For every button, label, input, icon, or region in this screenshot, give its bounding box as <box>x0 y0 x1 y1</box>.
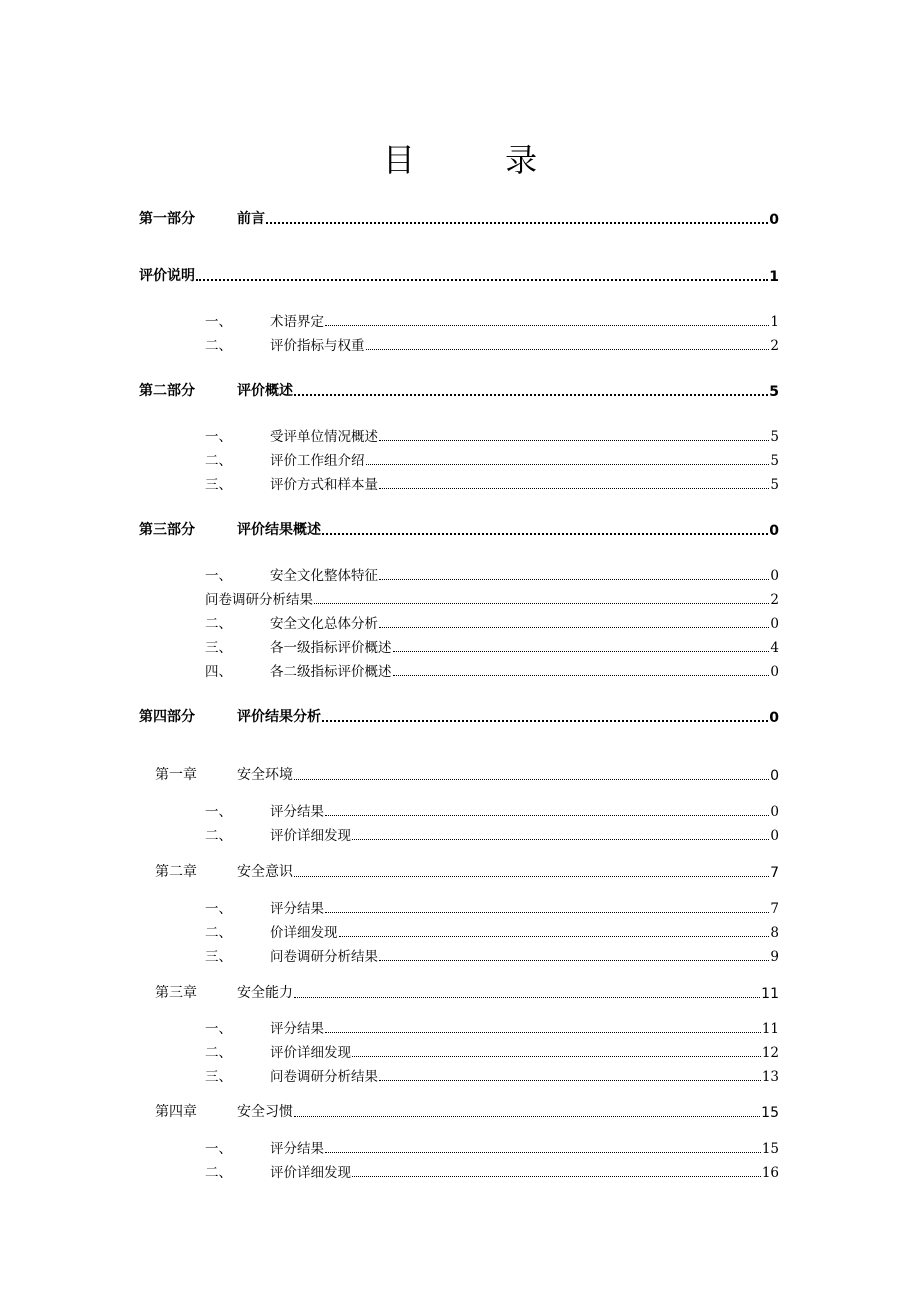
toc-label: 安全文化整体特征 <box>270 568 378 584</box>
toc-number: 三、 <box>205 640 232 656</box>
toc-leader <box>294 997 760 998</box>
toc-page: 8 <box>770 925 779 941</box>
toc-leader <box>352 1056 761 1057</box>
toc-title: 目 录 <box>382 141 578 179</box>
toc-number: 四、 <box>205 664 232 680</box>
toc-page: 2 <box>770 338 779 354</box>
toc-page: 0 <box>770 828 779 844</box>
toc-label: 问卷调研分析结果 <box>270 1069 378 1085</box>
toc-number: 第四章 <box>155 1104 197 1120</box>
toc-number: 二、 <box>205 1165 232 1181</box>
toc-leader <box>294 394 768 396</box>
toc-entry[interactable] <box>205 473 779 493</box>
toc-page: 7 <box>770 901 779 917</box>
toc-label: 安全意识 <box>237 864 293 880</box>
toc-leader <box>379 627 769 628</box>
toc-leader <box>379 960 769 961</box>
toc-leader <box>352 839 769 840</box>
toc-number: 一、 <box>205 804 232 820</box>
toc-label: 评分结果 <box>270 804 324 820</box>
toc-label: 评价详细发现 <box>270 1165 351 1181</box>
toc-entry[interactable] <box>205 800 779 820</box>
toc-number: 一、 <box>205 568 232 584</box>
toc-label: 各一级指标评价概述 <box>270 640 392 656</box>
toc-label: 问卷调研分析结果 <box>270 949 378 965</box>
toc-page: 16 <box>761 1165 779 1181</box>
toc-leader <box>294 876 769 877</box>
toc-entry[interactable] <box>205 310 779 330</box>
toc-page: 9 <box>770 949 779 965</box>
toc-entry[interactable] <box>139 706 779 726</box>
toc-page: 12 <box>761 1045 779 1061</box>
toc-label: 评价概述 <box>237 383 293 399</box>
toc-number: 二、 <box>205 925 232 941</box>
toc-label: 价详细发现 <box>270 925 338 941</box>
toc-page: 0 <box>769 523 779 539</box>
toc-label: 术语界定 <box>270 314 324 330</box>
toc-entry[interactable] <box>205 1065 779 1085</box>
toc-label: 评价工作组介绍 <box>270 453 365 469</box>
toc-label: 前言 <box>237 211 265 227</box>
toc-number: 第三部分 <box>139 522 195 538</box>
toc-leader <box>325 1152 761 1153</box>
toc-label: 评价说明 <box>139 268 195 284</box>
toc-entry[interactable] <box>205 612 779 632</box>
toc-page: 5 <box>769 384 779 400</box>
toc-leader <box>379 579 769 580</box>
toc-entry[interactable] <box>205 588 779 608</box>
toc-entry[interactable] <box>155 982 779 1002</box>
toc-page: 11 <box>761 986 779 1002</box>
toc-leader <box>196 279 768 281</box>
toc-leader <box>294 1116 760 1117</box>
toc-leader <box>393 651 770 652</box>
toc-entry[interactable] <box>205 449 779 469</box>
toc-page: 0 <box>769 212 779 228</box>
toc-label: 评价详细发现 <box>270 1045 351 1061</box>
toc-entry[interactable] <box>205 1137 779 1157</box>
toc-leader <box>294 779 769 780</box>
toc-number: 一、 <box>205 429 232 445</box>
toc-number: 第二章 <box>155 864 197 880</box>
toc-leader <box>325 1032 761 1033</box>
toc-number: 一、 <box>205 1021 232 1037</box>
toc-number: 第三章 <box>155 985 197 1001</box>
toc-entry[interactable] <box>205 564 779 584</box>
toc-number: 一、 <box>205 1141 232 1157</box>
toc-entry[interactable] <box>205 1161 779 1181</box>
toc-number: 第四部分 <box>139 709 195 725</box>
toc-entry[interactable] <box>139 380 779 400</box>
toc-leader <box>379 440 769 441</box>
toc-leader <box>366 464 770 465</box>
toc-entry[interactable] <box>139 265 779 285</box>
toc-page: 2 <box>770 592 779 608</box>
toc-entry[interactable] <box>205 1041 779 1061</box>
toc-label: 安全文化总体分析 <box>270 616 378 632</box>
toc-leader <box>379 1080 761 1081</box>
toc-entry[interactable] <box>155 1101 779 1121</box>
toc-leader <box>322 533 768 535</box>
toc-entry[interactable] <box>155 764 779 784</box>
toc-number: 二、 <box>205 338 232 354</box>
toc-number: 第二部分 <box>139 383 195 399</box>
toc-entry[interactable] <box>139 519 779 539</box>
toc-entry[interactable] <box>205 945 779 965</box>
toc-label: 评价结果分析 <box>237 709 321 725</box>
toc-label: 评分结果 <box>270 901 324 917</box>
toc-leader <box>339 936 770 937</box>
toc-page: 0 <box>770 568 779 584</box>
toc-number: 二、 <box>205 1045 232 1061</box>
toc-leader <box>379 488 769 489</box>
toc-number: 三、 <box>205 1069 232 1085</box>
toc-page: 5 <box>770 453 779 469</box>
toc-number: 一、 <box>205 314 232 330</box>
toc-entry[interactable] <box>205 897 779 917</box>
toc-label: 各二级指标评价概述 <box>270 664 392 680</box>
toc-leader <box>393 675 770 676</box>
toc-label: 受评单位情况概述 <box>270 429 378 445</box>
toc-number: 二、 <box>205 453 232 469</box>
toc-entry[interactable] <box>205 921 779 941</box>
toc-page: 0 <box>770 616 779 632</box>
toc-page: 0 <box>770 768 779 784</box>
toc-page: 1 <box>769 269 779 285</box>
toc-page: 4 <box>770 640 779 656</box>
toc-leader <box>266 222 768 224</box>
toc-leader <box>325 325 769 326</box>
toc-page: 0 <box>770 804 779 820</box>
toc-page: 13 <box>761 1069 779 1085</box>
toc-label: 安全环境 <box>237 767 293 783</box>
toc-label: 评分结果 <box>270 1141 324 1157</box>
toc-leader <box>352 1176 761 1177</box>
toc-number: 三、 <box>205 949 232 965</box>
toc-leader <box>366 349 770 350</box>
toc-label: 安全能力 <box>237 985 293 1001</box>
toc-page: 0 <box>770 664 779 680</box>
toc-page: 15 <box>761 1105 779 1121</box>
toc-leader <box>322 720 768 722</box>
toc-label: 评价指标与权重 <box>270 338 365 354</box>
toc-number: 一、 <box>205 901 232 917</box>
toc-entry[interactable] <box>155 861 779 881</box>
toc-entry[interactable] <box>205 824 779 844</box>
toc-label: 安全习惯 <box>237 1104 293 1120</box>
toc-label: 评价方式和样本量 <box>270 477 378 493</box>
toc-page: 0 <box>769 710 779 726</box>
toc-label: 评价详细发现 <box>270 828 351 844</box>
toc-entry[interactable] <box>139 208 779 228</box>
toc-page: 5 <box>770 429 779 445</box>
toc-leader <box>314 603 769 604</box>
toc-leader <box>325 815 769 816</box>
toc-number: 二、 <box>205 828 232 844</box>
toc-page: 5 <box>770 477 779 493</box>
toc-entry[interactable] <box>205 1017 779 1037</box>
toc-number: 三、 <box>205 477 232 493</box>
toc-page: 11 <box>761 1021 779 1037</box>
toc-label: 问卷调研分析结果 <box>205 592 313 608</box>
toc-entry[interactable] <box>205 636 779 656</box>
toc-number: 二、 <box>205 616 232 632</box>
toc-number: 第一章 <box>155 767 197 783</box>
toc-number: 第一部分 <box>139 211 195 227</box>
toc-entry[interactable] <box>205 425 779 445</box>
toc-page: 1 <box>770 314 779 330</box>
toc-page: 15 <box>761 1141 779 1157</box>
toc-label: 评价结果概述 <box>237 522 321 538</box>
toc-leader <box>325 912 769 913</box>
toc-label: 评分结果 <box>270 1021 324 1037</box>
toc-entry[interactable] <box>205 334 779 354</box>
toc-entry[interactable] <box>205 660 779 680</box>
toc-page: 7 <box>770 865 779 881</box>
